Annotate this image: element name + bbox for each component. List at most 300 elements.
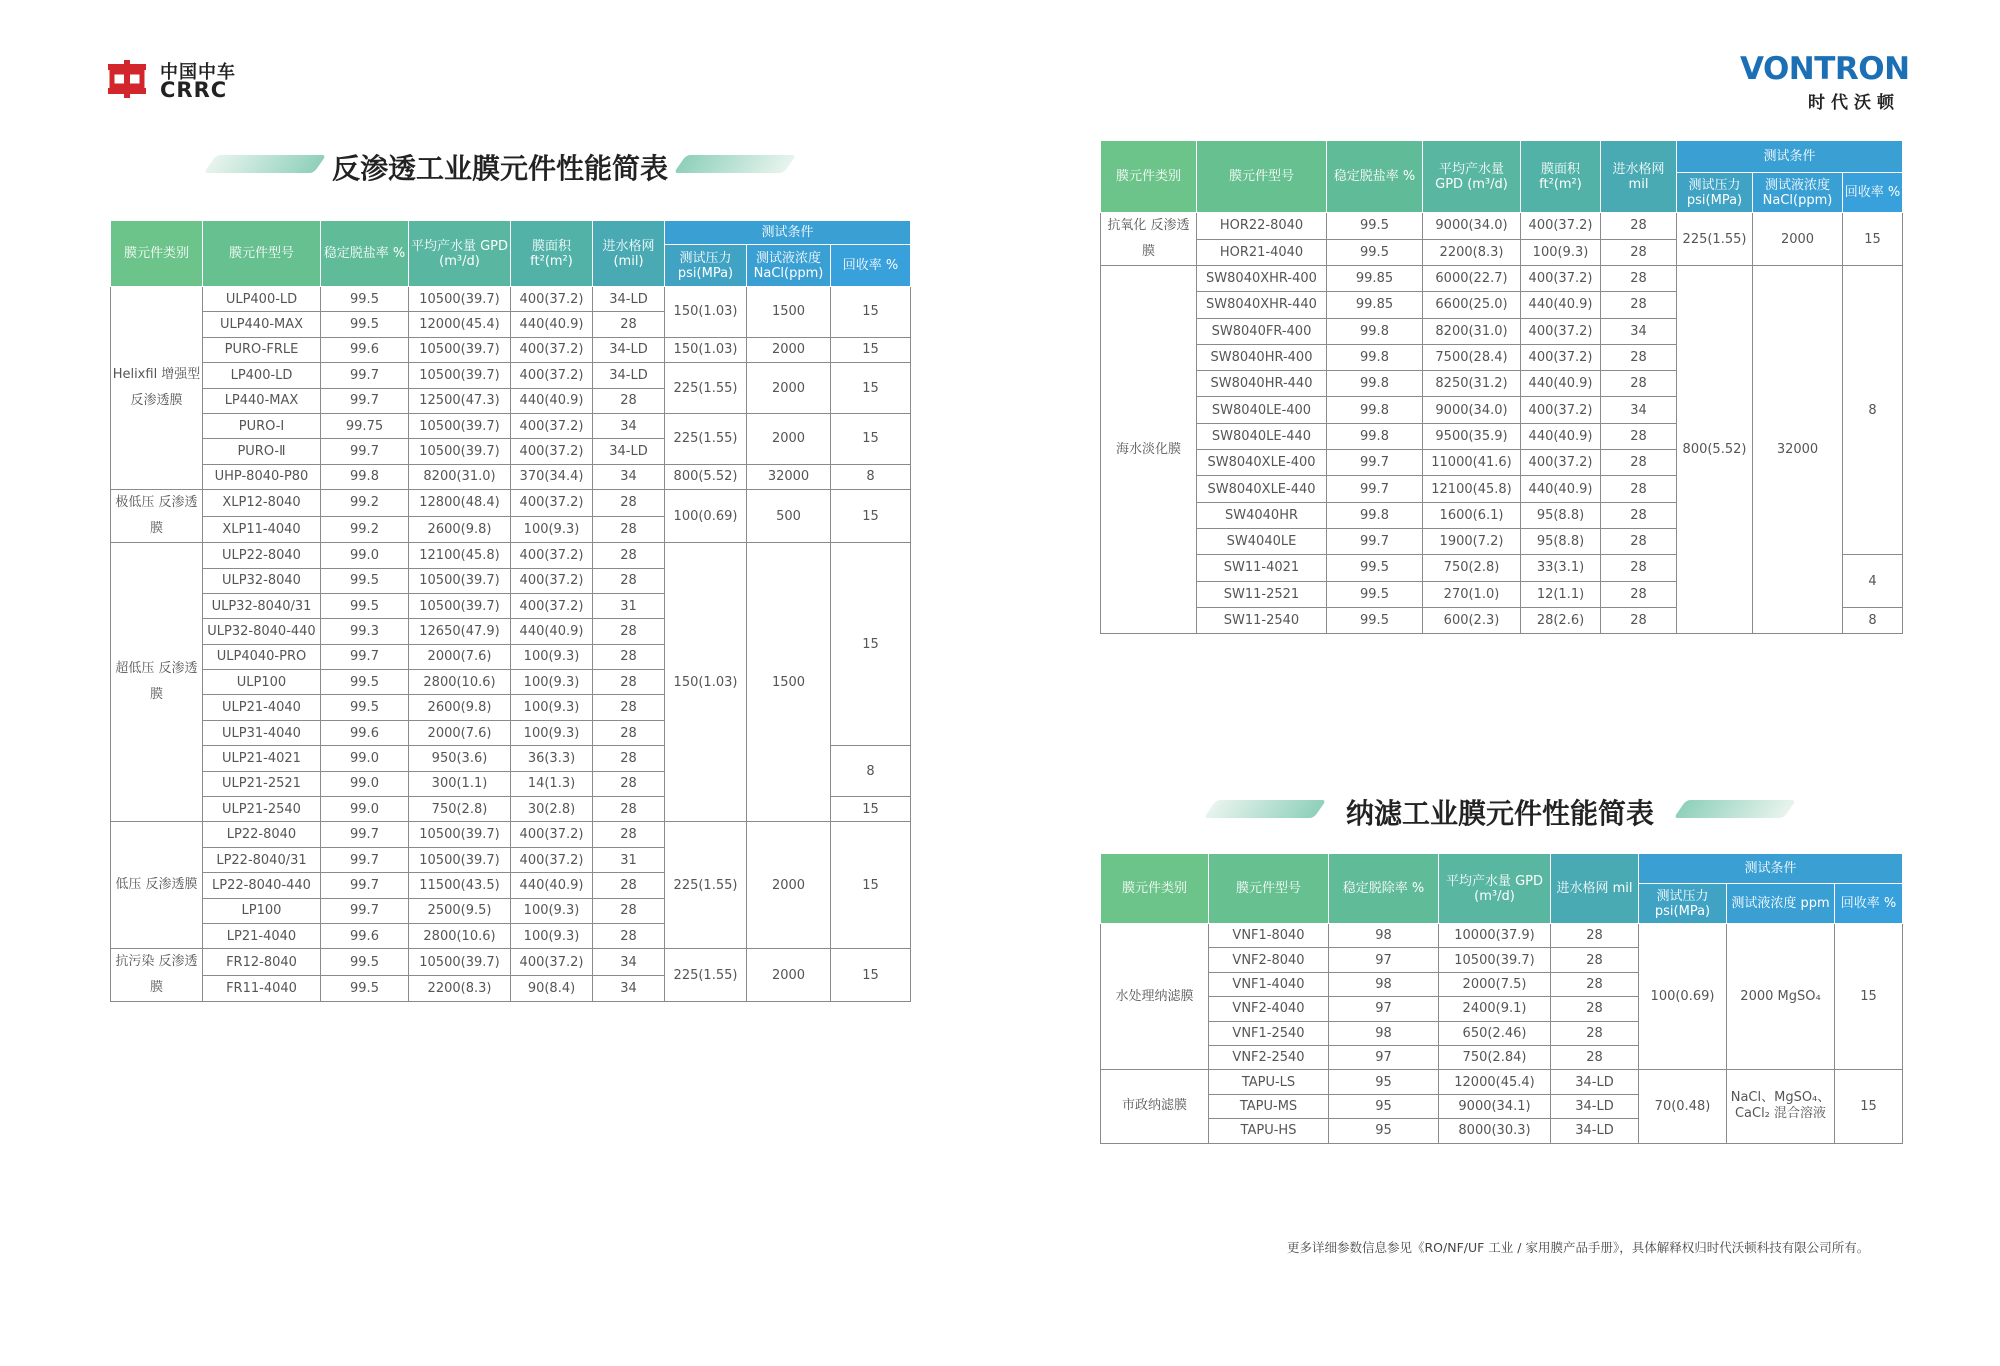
model-cell: ULP21-2540	[203, 797, 321, 822]
flow-cell: 10500(39.7)	[409, 593, 511, 618]
rejection-cell: 99.8	[1327, 502, 1423, 528]
rejection-cell: 99.2	[321, 516, 409, 543]
spacer-cell: 34-LD	[593, 287, 665, 312]
pressure-cell: 225(1.55)	[1677, 213, 1753, 266]
model-cell: SW11-2521	[1197, 581, 1327, 607]
model-cell: ULP21-4021	[203, 746, 321, 771]
area-cell: 400(37.2)	[511, 439, 593, 464]
footer-note: 更多详细参数信息参见《RO/NF/UF 工业 / 家用膜产品手册》，具体解释权归时代沃顿科技有限公司所有。	[1287, 1240, 1870, 1255]
area-cell: 400(37.2)	[511, 949, 593, 976]
table-row	[111, 413, 911, 438]
concentration-cell: 1500	[747, 287, 831, 338]
spacer-cell: 34-LD	[1551, 1119, 1639, 1143]
model-cell: FR12-8040	[203, 949, 321, 976]
rejection-cell: 99.6	[321, 923, 409, 948]
category-cell: 市政纳滤膜	[1101, 1070, 1209, 1143]
spacer-cell: 28	[1601, 371, 1677, 397]
spacer-cell: 28	[593, 873, 665, 898]
header-pressure: 测试压力 psi(MPa)	[1639, 884, 1727, 924]
rejection-cell: 99.5	[321, 568, 409, 593]
concentration-cell: 32000	[1753, 266, 1843, 634]
rejection-cell: 99.7	[321, 847, 409, 872]
model-cell: XLP11-4040	[203, 516, 321, 543]
category-cell: 极低压 反渗透膜	[111, 490, 203, 543]
flow-cell: 11000(41.6)	[1423, 450, 1521, 476]
table-row	[111, 949, 911, 976]
area-cell: 440(40.9)	[1521, 292, 1601, 318]
table-row	[111, 337, 911, 362]
rejection-cell: 99.0	[321, 543, 409, 568]
model-cell: PURO-FRLE	[203, 337, 321, 362]
flow-cell: 2400(9.1)	[1439, 997, 1551, 1021]
spacer-cell: 28	[1601, 239, 1677, 266]
recovery-cell: 15	[1835, 1070, 1903, 1143]
area-cell: 440(40.9)	[1521, 423, 1601, 449]
flow-cell: 750(2.8)	[409, 797, 511, 822]
rejection-cell: 99.2	[321, 490, 409, 517]
table-row	[111, 464, 911, 489]
recovery-cell: 15	[1843, 213, 1903, 266]
spacer-cell: 28	[1601, 581, 1677, 607]
model-cell: VNF1-8040	[1209, 924, 1329, 948]
header-conditions: 测试条件	[665, 221, 911, 245]
flow-cell: 750(2.8)	[1423, 555, 1521, 581]
nf-title-text: 纳滤工业膜元件性能简表	[1345, 797, 1654, 830]
seawater-performance-table	[1100, 140, 1903, 634]
rejection-cell: 95	[1329, 1070, 1439, 1094]
header-concentration: 测试液浓度 NaCl(ppm)	[1753, 173, 1843, 213]
flow-cell: 1900(7.2)	[1423, 528, 1521, 554]
area-cell: 400(37.2)	[1521, 450, 1601, 476]
rejection-cell: 99.7	[321, 898, 409, 923]
rejection-cell: 99.5	[1327, 213, 1423, 240]
spacer-cell: 31	[593, 593, 665, 618]
model-cell: VNF2-2540	[1209, 1045, 1329, 1069]
model-cell: ULP440-MAX	[203, 312, 321, 337]
pressure-cell: 150(1.03)	[665, 543, 747, 822]
title-decoration	[204, 155, 327, 173]
flow-cell: 2200(8.3)	[1423, 239, 1521, 266]
spacer-cell: 28	[593, 923, 665, 948]
ro-title-text: 反渗透工业膜元件性能简表	[331, 152, 668, 185]
area-cell: 400(37.2)	[1521, 266, 1601, 292]
area-cell: 100(9.3)	[511, 898, 593, 923]
header-spacer: 进水格网 (mil)	[593, 221, 665, 287]
spacer-cell: 28	[1601, 607, 1677, 633]
concentration-cell: 2000	[747, 413, 831, 464]
rejection-cell: 99.5	[321, 593, 409, 618]
vontron-name-en: VONTRON	[1740, 51, 1910, 87]
flow-cell: 2000(7.5)	[1439, 972, 1551, 996]
table-row	[1101, 213, 1903, 240]
header-flow: 平均产水量 GPD (m³/d)	[409, 221, 511, 287]
crrc-name-cn: 中国中车	[160, 62, 236, 83]
title-decoration	[1204, 800, 1327, 818]
model-cell: LP440-MAX	[203, 388, 321, 413]
vontron-logo	[1740, 51, 1910, 113]
rejection-cell: 99.0	[321, 797, 409, 822]
model-cell: SW4040HR	[1197, 502, 1327, 528]
spacer-cell: 28	[1601, 528, 1677, 554]
model-cell: TAPU-MS	[1209, 1094, 1329, 1118]
area-cell: 95(8.8)	[1521, 502, 1601, 528]
recovery-cell: 15	[831, 543, 911, 746]
header-conditions: 测试条件	[1677, 141, 1903, 173]
model-cell: SW4040LE	[1197, 528, 1327, 554]
category-cell: 抗污染 反渗透膜	[111, 949, 203, 1002]
area-cell: 400(37.2)	[1521, 213, 1601, 240]
pressure-cell: 70(0.48)	[1639, 1070, 1727, 1143]
header-recovery: 回收率 %	[831, 245, 911, 287]
rejection-cell: 99.5	[321, 670, 409, 695]
flow-cell: 8200(31.0)	[1423, 318, 1521, 344]
flow-cell: 2600(9.8)	[409, 516, 511, 543]
recovery-cell: 8	[831, 464, 911, 489]
rejection-cell: 99.7	[321, 873, 409, 898]
spacer-cell: 28	[1601, 450, 1677, 476]
model-cell: SW8040XHR-400	[1197, 266, 1327, 292]
recovery-cell: 15	[831, 822, 911, 949]
spacer-cell: 28	[593, 312, 665, 337]
pressure-cell: 100(0.69)	[665, 490, 747, 543]
model-cell: SW8040LE-400	[1197, 397, 1327, 423]
spacer-cell: 28	[1601, 213, 1677, 240]
rejection-cell: 99.7	[321, 363, 409, 388]
concentration-cell: 32000	[747, 464, 831, 489]
spacer-cell: 28	[593, 516, 665, 543]
header-category: 膜元件类别	[1101, 141, 1197, 213]
spacer-cell: 28	[1551, 972, 1639, 996]
table-row	[111, 287, 911, 312]
title-decoration	[674, 155, 797, 173]
rejection-cell: 98	[1329, 972, 1439, 996]
pressure-cell: 225(1.55)	[665, 949, 747, 1002]
flow-cell: 2500(9.5)	[409, 898, 511, 923]
spacer-cell: 28	[593, 543, 665, 568]
area-cell: 400(37.2)	[511, 593, 593, 618]
model-cell: VNF2-8040	[1209, 948, 1329, 972]
recovery-cell: 8	[831, 746, 911, 797]
rejection-cell: 99.8	[1327, 318, 1423, 344]
concentration-cell: 2000 MgSO₄	[1727, 924, 1835, 1070]
pressure-cell: 100(0.69)	[1639, 924, 1727, 1070]
model-cell: LP21-4040	[203, 923, 321, 948]
header-area: 膜面积 ft²(m²)	[1521, 141, 1601, 213]
area-cell: 440(40.9)	[1521, 476, 1601, 502]
nf-table-title	[1210, 790, 1790, 830]
spacer-cell: 34	[593, 464, 665, 489]
rejection-cell: 99.3	[321, 619, 409, 644]
area-cell: 400(37.2)	[511, 413, 593, 438]
area-cell: 30(2.8)	[511, 797, 593, 822]
rejection-cell: 99.85	[1327, 292, 1423, 318]
table-row	[111, 543, 911, 568]
spacer-cell: 34-LD	[593, 439, 665, 464]
rejection-cell: 99.7	[321, 644, 409, 669]
model-cell: LP22-8040-440	[203, 873, 321, 898]
spacer-cell: 28	[593, 568, 665, 593]
area-cell: 400(37.2)	[1521, 344, 1601, 370]
model-cell: ULP100	[203, 670, 321, 695]
rejection-cell: 99.5	[321, 949, 409, 976]
spacer-cell: 28	[1601, 502, 1677, 528]
rejection-cell: 99.5	[321, 287, 409, 312]
area-cell: 100(9.3)	[511, 695, 593, 720]
flow-cell: 10500(39.7)	[409, 822, 511, 847]
area-cell: 370(34.4)	[511, 464, 593, 489]
area-cell: 400(37.2)	[511, 490, 593, 517]
spacer-cell: 34-LD	[1551, 1070, 1639, 1094]
header-model: 膜元件型号	[1209, 854, 1329, 924]
model-cell: FR11-4040	[203, 975, 321, 1002]
header-recovery: 回收率 %	[1835, 884, 1903, 924]
area-cell: 440(40.9)	[511, 388, 593, 413]
area-cell: 100(9.3)	[511, 923, 593, 948]
flow-cell: 8000(30.3)	[1439, 1119, 1551, 1143]
area-cell: 440(40.9)	[511, 312, 593, 337]
pressure-cell: 225(1.55)	[665, 822, 747, 949]
flow-cell: 650(2.46)	[1439, 1021, 1551, 1045]
flow-cell: 12000(45.4)	[1439, 1070, 1551, 1094]
flow-cell: 600(2.3)	[1423, 607, 1521, 633]
header-area: 膜面积 ft²(m²)	[511, 221, 593, 287]
flow-cell: 12100(45.8)	[1423, 476, 1521, 502]
spacer-cell: 34	[593, 413, 665, 438]
model-cell: VNF2-4040	[1209, 997, 1329, 1021]
rejection-cell: 99.5	[1327, 607, 1423, 633]
title-decoration	[1674, 800, 1797, 818]
spacer-cell: 28	[593, 490, 665, 517]
flow-cell: 7500(28.4)	[1423, 344, 1521, 370]
flow-cell: 12000(45.4)	[409, 312, 511, 337]
spacer-cell: 28	[593, 619, 665, 644]
flow-cell: 11500(43.5)	[409, 873, 511, 898]
table-row	[111, 490, 911, 517]
rejection-cell: 99.5	[321, 695, 409, 720]
header-concentration: 测试液浓度 NaCl(ppm)	[747, 245, 831, 287]
recovery-cell: 15	[1835, 924, 1903, 1070]
flow-cell: 750(2.84)	[1439, 1045, 1551, 1069]
model-cell: HOR21-4040	[1197, 239, 1327, 266]
model-cell: TAPU-LS	[1209, 1070, 1329, 1094]
flow-cell: 2000(7.6)	[409, 720, 511, 745]
area-cell: 440(40.9)	[511, 619, 593, 644]
model-cell: SW11-4021	[1197, 555, 1327, 581]
table-row	[111, 822, 911, 847]
pressure-cell: 150(1.03)	[665, 287, 747, 338]
flow-cell: 270(1.0)	[1423, 581, 1521, 607]
vontron-name-cn: 时代沃顿	[1808, 93, 1900, 113]
concentration-cell: 2000	[747, 337, 831, 362]
model-cell: SW8040FR-400	[1197, 318, 1327, 344]
table-row	[1101, 266, 1903, 292]
area-cell: 440(40.9)	[1521, 371, 1601, 397]
flow-cell: 10500(39.7)	[409, 847, 511, 872]
flow-cell: 12500(47.3)	[409, 388, 511, 413]
concentration-cell: 500	[747, 490, 831, 543]
flow-cell: 10500(39.7)	[409, 337, 511, 362]
rejection-cell: 99.7	[321, 388, 409, 413]
nf-performance-table	[1100, 853, 1903, 1144]
rejection-cell: 99.5	[1327, 581, 1423, 607]
model-cell: ULP31-4040	[203, 720, 321, 745]
rejection-cell: 99.5	[1327, 555, 1423, 581]
model-cell: ULP400-LD	[203, 287, 321, 312]
header-model: 膜元件型号	[1197, 141, 1327, 213]
header-spacer: 进水格网 mil	[1601, 141, 1677, 213]
spacer-cell: 28	[593, 388, 665, 413]
spacer-cell: 28	[1601, 292, 1677, 318]
header-category: 膜元件类别	[111, 221, 203, 287]
flow-cell: 9000(34.1)	[1439, 1094, 1551, 1118]
spacer-cell: 28	[1551, 948, 1639, 972]
rejection-cell: 99.6	[321, 720, 409, 745]
area-cell: 100(9.3)	[1521, 239, 1601, 266]
area-cell: 400(37.2)	[1521, 318, 1601, 344]
model-cell: ULP32-8040-440	[203, 619, 321, 644]
model-cell: ULP21-4040	[203, 695, 321, 720]
header-spacer: 进水格网 mil	[1551, 854, 1639, 924]
flow-cell: 8200(31.0)	[409, 464, 511, 489]
category-cell: 抗氧化 反渗透膜	[1101, 213, 1197, 266]
spacer-cell: 28	[1601, 555, 1677, 581]
flow-cell: 10500(39.7)	[409, 287, 511, 312]
area-cell: 440(40.9)	[511, 873, 593, 898]
rejection-cell: 99.5	[1327, 239, 1423, 266]
flow-cell: 300(1.1)	[409, 771, 511, 796]
ro-performance-table	[110, 220, 911, 1002]
rejection-cell: 97	[1329, 997, 1439, 1021]
model-cell: SW8040XHR-440	[1197, 292, 1327, 318]
header-flow: 平均产水量 GPD (m³/d)	[1423, 141, 1521, 213]
model-cell: SW8040XLE-400	[1197, 450, 1327, 476]
area-cell: 36(3.3)	[511, 746, 593, 771]
area-cell: 400(37.2)	[1521, 397, 1601, 423]
area-cell: 90(8.4)	[511, 975, 593, 1002]
flow-cell: 10500(39.7)	[409, 413, 511, 438]
spacer-cell: 34	[593, 975, 665, 1002]
flow-cell: 10000(37.9)	[1439, 924, 1551, 948]
rejection-cell: 98	[1329, 924, 1439, 948]
model-cell: XLP12-8040	[203, 490, 321, 517]
category-cell: 低压 反渗透膜	[111, 822, 203, 949]
area-cell: 400(37.2)	[511, 847, 593, 872]
rejection-cell: 99.7	[1327, 528, 1423, 554]
spacer-cell: 28	[1601, 423, 1677, 449]
header-pressure: 测试压力 psi(MPa)	[1677, 173, 1753, 213]
spacer-cell: 28	[593, 822, 665, 847]
rejection-cell: 99.8	[321, 464, 409, 489]
spacer-cell: 28	[1551, 924, 1639, 948]
spacer-cell: 28	[1551, 1045, 1639, 1069]
area-cell: 28(2.6)	[1521, 607, 1601, 633]
crrc-name-en: CRRC	[160, 78, 228, 102]
model-cell: TAPU-HS	[1209, 1119, 1329, 1143]
rejection-cell: 99.5	[321, 312, 409, 337]
crrc-emblem-icon	[106, 58, 148, 100]
flow-cell: 6000(22.7)	[1423, 266, 1521, 292]
table-row	[111, 363, 911, 388]
model-cell: VNF1-2540	[1209, 1021, 1329, 1045]
spacer-cell: 28	[593, 670, 665, 695]
recovery-cell: 15	[831, 797, 911, 822]
spacer-cell: 31	[593, 847, 665, 872]
rejection-cell: 99.7	[1327, 476, 1423, 502]
concentration-cell: 2000	[747, 949, 831, 1002]
flow-cell: 10500(39.7)	[409, 439, 511, 464]
model-cell: SW11-2540	[1197, 607, 1327, 633]
recovery-cell: 15	[831, 413, 911, 464]
flow-cell: 10500(39.7)	[409, 949, 511, 976]
header-model: 膜元件型号	[203, 221, 321, 287]
model-cell: SW8040XLE-440	[1197, 476, 1327, 502]
flow-cell: 950(3.6)	[409, 746, 511, 771]
rejection-cell: 99.8	[1327, 423, 1423, 449]
area-cell: 100(9.3)	[511, 516, 593, 543]
model-cell: ULP21-2521	[203, 771, 321, 796]
flow-cell: 2600(9.8)	[409, 695, 511, 720]
header-concentration: 测试液浓度 ppm	[1727, 884, 1835, 924]
model-cell: PURO-Ⅰ	[203, 413, 321, 438]
spacer-cell: 34-LD	[1551, 1094, 1639, 1118]
model-cell: ULP32-8040	[203, 568, 321, 593]
area-cell: 400(37.2)	[511, 543, 593, 568]
rejection-cell: 99.7	[1327, 450, 1423, 476]
category-cell: 超低压 反渗透膜	[111, 543, 203, 822]
category-cell: 海水淡化膜	[1101, 266, 1197, 634]
rejection-cell: 99.8	[1327, 397, 1423, 423]
rejection-cell: 99.85	[1327, 266, 1423, 292]
rejection-cell: 99.0	[321, 771, 409, 796]
model-cell: UHP-8040-P80	[203, 464, 321, 489]
concentration-cell: 2000	[1753, 213, 1843, 266]
model-cell: SW8040HR-400	[1197, 344, 1327, 370]
flow-cell: 6600(25.0)	[1423, 292, 1521, 318]
rejection-cell: 99.8	[1327, 344, 1423, 370]
recovery-cell: 4	[1843, 555, 1903, 608]
flow-cell: 2200(8.3)	[409, 975, 511, 1002]
spacer-cell: 28	[1551, 997, 1639, 1021]
spacer-cell: 28	[1551, 1021, 1639, 1045]
flow-cell: 10500(39.7)	[409, 363, 511, 388]
model-cell: LP400-LD	[203, 363, 321, 388]
header-conditions: 测试条件	[1639, 854, 1903, 884]
model-cell: HOR22-8040	[1197, 213, 1327, 240]
flow-cell: 9000(34.0)	[1423, 213, 1521, 240]
area-cell: 400(37.2)	[511, 337, 593, 362]
spacer-cell: 28	[1601, 344, 1677, 370]
flow-cell: 9500(35.9)	[1423, 423, 1521, 449]
rejection-cell: 99.8	[1327, 371, 1423, 397]
area-cell: 100(9.3)	[511, 670, 593, 695]
area-cell: 400(37.2)	[511, 287, 593, 312]
flow-cell: 2800(10.6)	[409, 923, 511, 948]
recovery-cell: 8	[1843, 607, 1903, 633]
area-cell: 400(37.2)	[511, 822, 593, 847]
flow-cell: 10500(39.7)	[409, 568, 511, 593]
flow-cell: 9000(34.0)	[1423, 397, 1521, 423]
model-cell: ULP22-8040	[203, 543, 321, 568]
spacer-cell: 28	[593, 898, 665, 923]
rejection-cell: 99.0	[321, 746, 409, 771]
area-cell: 100(9.3)	[511, 720, 593, 745]
concentration-cell: 2000	[747, 822, 831, 949]
flow-cell: 12800(48.4)	[409, 490, 511, 517]
rejection-cell: 99.7	[321, 822, 409, 847]
table-row	[1101, 924, 1903, 948]
flow-cell: 12100(45.8)	[409, 543, 511, 568]
spacer-cell: 34	[593, 949, 665, 976]
